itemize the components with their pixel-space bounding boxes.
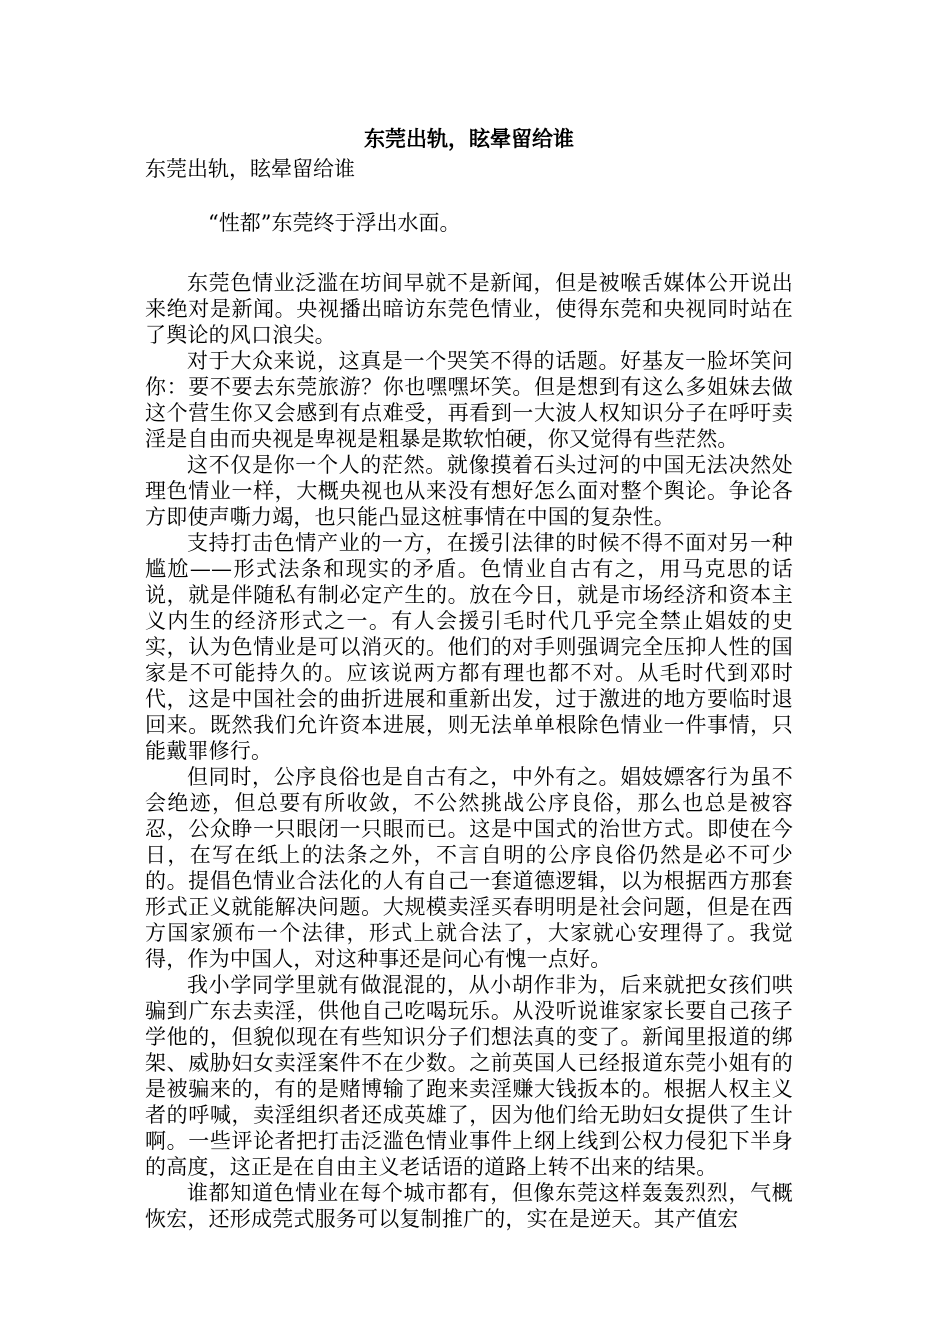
body-paragraph: 东莞色情业泛滥在坊间早就不是新闻，但是被喉舌媒体公开说出来绝对是新闻。央视播出暗访东莞色情业，使得东莞和央视同时站在了舆论的风口浪尖。 (145, 271, 793, 347)
body-paragraph: 但同时，公序良俗也是自古有之，中外有之。娼妓嫖客行为虽不会绝迹，但总要有所收敛，不公然挑战公序良俗，那么也总是被容忍，公众睁一只眼闭一只眼而已。这是中国式的治世方式。即使在今日，在写在纸上的法条之外，不言自明的公序良俗仍然是必不可少的。提倡色情业合法化的人有自己一套道德逻辑，以为根据西方那套形式正义就能解决问题。大规模卖淫买春明明是社会问题，但是在西方国家颁布一个法律，形式上就合法了，大家就心安理得了。我觉得，作为中国人，对这种事还是问心有愧一点好。 (145, 765, 793, 971)
document-subtitle: 东莞出轨，眩晕留给谁 (145, 157, 355, 181)
body-paragraph: 这不仅是你一个人的茫然。就像摸着石头过河的中国无法决然处理色情业一样，大概央视也从来没有想好怎么面对整个舆论。争论各方即使声嘶力竭，也只能凸显这桩事情在中国的复杂性。 (145, 453, 793, 529)
document-page (145, 122, 793, 1232)
body-paragraph: 我小学同学里就有做混混的，从小胡作非为，后来就把女孩们哄骗到广东去卖淫，供他自己吃喝玩乐。从没听说谁家家长要自己孩子学他的，但貌似现在有些知识分子们想法真的变了。新闻里报道的绑架、威胁妇女卖淫案件不在少数。之前英国人已经报道东莞小姐有的是被骗来的，有的是赌博输了跑来卖淫赚大钱扳本的。根据人权主义者的呼喊，卖淫组织者还成英雄了，因为他们给无助妇女提供了生计啊。一些评论者把打击泛滥色情业事件上纲上线到公权力侵犯下半身的高度，这正是在自由主义老话语的道路上转不出来的结果。 (145, 973, 793, 1179)
document-title: 东莞出轨，眩晕留给谁 (364, 126, 574, 151)
blank-line (145, 184, 793, 210)
lead-sentence: “性都”东莞终于浮出水面。 (208, 211, 461, 235)
blank-line (145, 262, 793, 270)
body-paragraph: 对于大众来说，这真是一个哭笑不得的话题。好基友一脸坏笑问你：要不要去东莞旅游？你也嘿嘿坏笑。但是想到有这么多姐妹去做这个营生你又会感到有点难受，再看到一大波人权知识分子在呼吁卖淫是自由而央视是卑视是粗暴是欺软怕硬，你又觉得有些茫然。 (145, 349, 793, 451)
blank-line (145, 236, 793, 262)
body-paragraph: 谁都知道色情业在每个城市都有，但像东莞这样轰轰烈烈，气概恢宏，还形成莞式服务可以复制推广的，实在是逆天。其产值宏 (145, 1181, 793, 1231)
body-paragraph: 支持打击色情产业的一方，在援引法律的时候不得不面对另一种尴尬——形式法条和现实的矛盾。色情业自古有之，用马克思的话说，就是伴随私有制必定产生的。放在今日，就是市场经济和资本主义内生的经济形式之一。有人会援引毛时代几乎完全禁止娼妓的史实，认为色情业是可以消灭的。他们的对手则强调完全压抑人性的国家是不可能持久的。应该说两方都有理也都不对。从毛时代到邓时代，这是中国社会的曲折进展和重新出发，过于激进的地方要临时退回来。既然我们允许资本进展，则无法单单根除色情业一件事情，只能戴罪修行。 (145, 531, 793, 763)
